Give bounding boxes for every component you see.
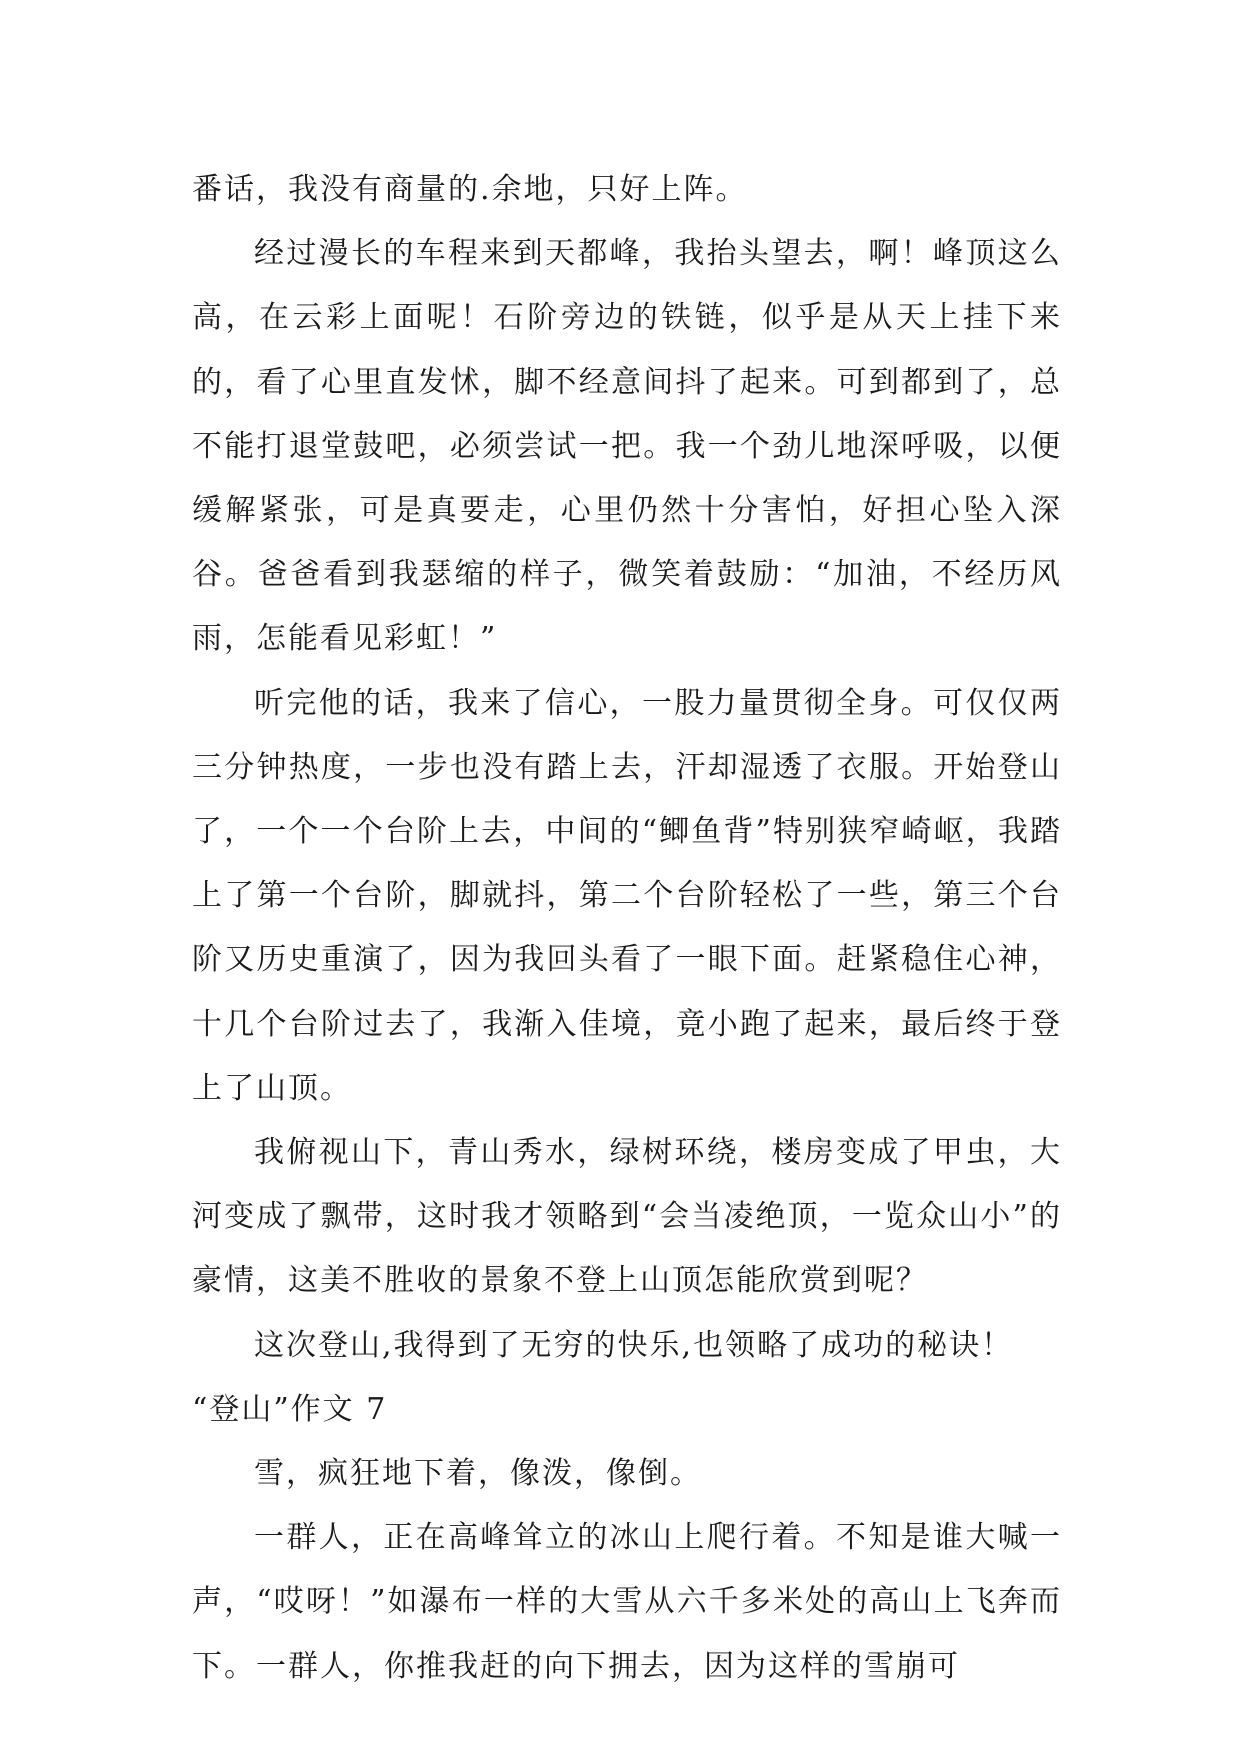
- essay-heading: “登山”作文 7: [192, 1391, 388, 1427]
- paragraph-continuation: 番话，我没有商量的.余地，只好上阵。: [192, 172, 748, 207]
- paragraph-summit-view: 我俯视山下，青山秀水，绿树环绕，楼房变成了甲虫，大河变成了飘带，这时我才领略到“会当凌绝顶，一览众山小”的豪情，这美不胜收的景象不登上山顶怎能欣赏到呢？: [192, 1135, 1062, 1299]
- paragraph-tiandu-peak: 经过漫长的车程来到天都峰，我抬头望去，啊！峰顶这么高，在云彩上面呢！石阶旁边的铁链，似乎是从天上挂下来的，看了心里直发怵，脚不经意间抖了起来。可到都到了，总不能打退堂鼓吧，必须尝试一把。我一个劲儿地深呼吸，以便缓解紧张，可是真要走，心里仍然十分害怕，好担心坠入深谷。爸爸看到我瑟缩的样子，微笑着鼓励：“加油，不经历风雨，怎能看见彩虹！”: [192, 236, 1062, 657]
- paragraph-avalanche: 一群人，正在高峰耸立的冰山上爬行着。不知是谁大喊一声，“哎呀！”如瀑布一样的大雪从六千多米处的高山上飞奔而下。一群人，你推我赶的向下拥去，因为这样的雪崩可: [192, 1520, 1062, 1684]
- paragraph-snow: 雪，疯狂地下着，像泼，像倒。: [254, 1456, 702, 1492]
- paragraph-climbing: 听完他的话，我来了信心，一股力量贯彻全身。可仅仅两三分钟热度，一步也没有踏上去，汗却湿透了衣服。开始登山了，一个一个台阶上去，中间的“鲫鱼背”特别狭窄崎岖，我踏上了第一个台阶，脚就抖，第二个台阶轻松了一些，第三个台阶又历史重演了，因为我回头看了一眼下面。赶紧稳住心神，十几个台阶过去了，我渐入佳境，竟小跑了起来，最后终于登上了山顶。: [192, 685, 1062, 1106]
- paragraph-conclusion: 这次登山,我得到了无穷的快乐,也领略了成功的秘诀！: [254, 1327, 1014, 1363]
- document-body: [192, 158, 1062, 1699]
